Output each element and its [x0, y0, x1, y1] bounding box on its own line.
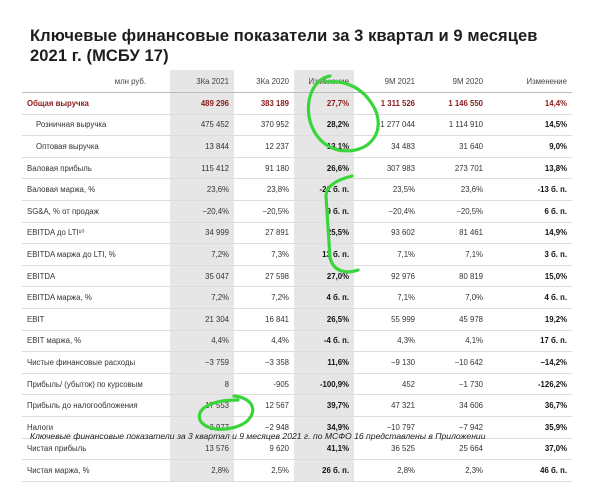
table-cell: 1 277 044: [354, 114, 420, 136]
table-cell: −20,5%: [234, 200, 294, 222]
table-cell: 36,7%: [488, 395, 572, 417]
table-cell: -13 б. п.: [488, 179, 572, 201]
table-cell: 12 567: [234, 395, 294, 417]
table-cell: -905: [234, 373, 294, 395]
caption: Ключевые финансовые показатели за 3 квартал и 9 месяцев 2021 г. по МСФО 16 представлены в Приложении: [30, 431, 486, 441]
table-cell: 273 701: [420, 157, 488, 179]
table-cell: 7,2%: [170, 244, 234, 266]
table-cell: 307 983: [354, 157, 420, 179]
row-label: EBITDA маржа до LTI, %: [22, 244, 170, 266]
table-cell: 4 б. п.: [294, 287, 354, 309]
row-label: Розничная выручка: [22, 114, 170, 136]
table-cell: 13 844: [170, 136, 234, 158]
table-cell: −20,5%: [420, 200, 488, 222]
table-cell: 9 б. п.: [294, 200, 354, 222]
table-cell: 14,4%: [488, 93, 572, 115]
row-label: EBITDA: [22, 265, 170, 287]
table-cell: 34 999: [170, 222, 234, 244]
table-row: [22, 287, 572, 309]
table-cell: −20,4%: [354, 200, 420, 222]
table-cell: 13,8%: [488, 157, 572, 179]
col-header-3q2020: 3Ка 2020: [234, 70, 294, 93]
table-cell: 8: [170, 373, 234, 395]
table-cell: -100,9%: [294, 373, 354, 395]
financial-table: [22, 70, 572, 482]
table-cell: −3 759: [170, 352, 234, 374]
table-cell: −1 730: [420, 373, 488, 395]
table-row: [22, 114, 572, 136]
table-cell: -126,2%: [488, 373, 572, 395]
table-cell: 115 412: [170, 157, 234, 179]
col-header-9m2021: 9М 2021: [354, 70, 420, 93]
table-cell: 27,0%: [294, 265, 354, 287]
row-label: Валовая прибыль: [22, 157, 170, 179]
table-cell: 93 602: [354, 222, 420, 244]
table-row: [22, 136, 572, 158]
table-cell: 26,5%: [294, 308, 354, 330]
table-cell: 489 296: [170, 93, 234, 115]
row-label: Оптовая выручка: [22, 136, 170, 158]
table-cell: −7 942: [420, 416, 488, 438]
table-cell: 55 999: [354, 308, 420, 330]
row-label: EBITDA маржа, %: [22, 287, 170, 309]
table-row: [22, 330, 572, 352]
table-cell: 16 841: [234, 308, 294, 330]
table-cell: -21 б. п.: [294, 179, 354, 201]
table-cell: 46 б. п.: [488, 460, 572, 482]
table-header-row: [22, 70, 572, 93]
table-cell: 23,8%: [234, 179, 294, 201]
table-cell: 4,4%: [170, 330, 234, 352]
table-cell: 23,5%: [354, 179, 420, 201]
page-title: Ключевые финансовые показатели за 3 квартал и 9 месяцев 2021 г. (МСБУ 17): [30, 27, 538, 65]
table-cell: 1 311 526: [354, 93, 420, 115]
table-cell: 9,0%: [488, 136, 572, 158]
table-cell: 14,9%: [488, 222, 572, 244]
table-cell: 2,8%: [170, 460, 234, 482]
row-label: Налоги: [22, 416, 170, 438]
table-cell: 7,1%: [354, 244, 420, 266]
table-cell: 23,6%: [420, 179, 488, 201]
table-cell: 7,2%: [170, 287, 234, 309]
table-cell: 17 б. п.: [488, 330, 572, 352]
table-row: [22, 352, 572, 374]
table-cell: −2 948: [234, 416, 294, 438]
table-cell: 25 664: [420, 438, 488, 460]
table-cell: 27,7%: [294, 93, 354, 115]
table-cell: 80 819: [420, 265, 488, 287]
row-label: EBIT: [22, 308, 170, 330]
row-label: Чистая маржа, %: [22, 460, 170, 482]
table-cell: 31 640: [420, 136, 488, 158]
table-cell: 35,9%: [488, 416, 572, 438]
row-label: Прибыль до налогообложения: [22, 395, 170, 417]
table-cell: 34 483: [354, 136, 420, 158]
col-header-unit: млн руб.: [22, 70, 170, 93]
table-cell: 2,3%: [420, 460, 488, 482]
table-cell: 4,1%: [420, 330, 488, 352]
table-row: [22, 395, 572, 417]
table-row: [22, 222, 572, 244]
col-header-change-9m: Изменение: [488, 70, 572, 93]
table-row: [22, 244, 572, 266]
row-label: Общая выручка: [22, 93, 170, 115]
table-cell: −10 642: [420, 352, 488, 374]
table-cell: 383 189: [234, 93, 294, 115]
table-cell: 4,3%: [354, 330, 420, 352]
table-cell: 452: [354, 373, 420, 395]
table-cell: 41,1%: [294, 438, 354, 460]
table-cell: 2,8%: [354, 460, 420, 482]
table-cell: 37,0%: [488, 438, 572, 460]
table-cell: 27 598: [234, 265, 294, 287]
table-cell: 13 576: [170, 438, 234, 460]
table-row: [22, 200, 572, 222]
table-row: [22, 308, 572, 330]
table-cell: 12 237: [234, 136, 294, 158]
table-cell: 3 б. п.: [488, 244, 572, 266]
table-cell: 23,6%: [170, 179, 234, 201]
table-cell: 15,0%: [488, 265, 572, 287]
table-cell: 92 976: [354, 265, 420, 287]
table-cell: 4 б. п.: [488, 287, 572, 309]
table-cell: 370 952: [234, 114, 294, 136]
table-cell: 36 525: [354, 438, 420, 460]
table-cell: 14,5%: [488, 114, 572, 136]
table-cell: 7,0%: [420, 287, 488, 309]
table-row: [22, 265, 572, 287]
table-row: [22, 460, 572, 482]
table-row: [22, 157, 572, 179]
table-row: [22, 373, 572, 395]
table-cell: −3 977: [170, 416, 234, 438]
table-cell: 26 б. п.: [294, 460, 354, 482]
table-cell: −9 130: [354, 352, 420, 374]
table-cell: −10 797: [354, 416, 420, 438]
table-cell: 1 114 910: [420, 114, 488, 136]
table-row: [22, 179, 572, 201]
table-cell: 7,3%: [234, 244, 294, 266]
table-cell: 25,5%: [294, 222, 354, 244]
row-label: Валовая маржа, %: [22, 179, 170, 201]
row-label: Прибыль/ (убыток) по курсовым: [22, 373, 170, 395]
table-cell: 26,6%: [294, 157, 354, 179]
table-cell: 34 606: [420, 395, 488, 417]
table-cell: 7,1%: [420, 244, 488, 266]
table-cell: 81 461: [420, 222, 488, 244]
table-cell: 21 304: [170, 308, 234, 330]
table-cell: −20,4%: [170, 200, 234, 222]
table-body: [22, 93, 572, 482]
col-header-3q2021: 3Ка 2021: [170, 70, 234, 93]
table-cell: 17 553: [170, 395, 234, 417]
row-label: Чистые финансовые расходы: [22, 352, 170, 374]
table-cell: 47 321: [354, 395, 420, 417]
table-cell: −3 358: [234, 352, 294, 374]
table-row: [22, 93, 572, 115]
table-cell: 6 б. п.: [488, 200, 572, 222]
row-label: EBIT маржа, %: [22, 330, 170, 352]
table-cell: 11,6%: [294, 352, 354, 374]
table-cell: 28,2%: [294, 114, 354, 136]
table-cell: 9 620: [234, 438, 294, 460]
table-cell: 475 452: [170, 114, 234, 136]
table-cell: 4,4%: [234, 330, 294, 352]
table-cell: 2,5%: [234, 460, 294, 482]
table-cell: 19,2%: [488, 308, 572, 330]
col-header-change-q: Изменение: [294, 70, 354, 93]
table-cell: 34,9%: [294, 416, 354, 438]
table-cell: −14,2%: [488, 352, 572, 374]
row-label: EBITDA до LTI¹⁰: [22, 222, 170, 244]
row-label: SG&A, % от продаж: [22, 200, 170, 222]
table-cell: 1 146 550: [420, 93, 488, 115]
table-cell: 27 891: [234, 222, 294, 244]
col-header-9m2020: 9М 2020: [420, 70, 488, 93]
table-cell: 13 б. п.: [294, 244, 354, 266]
row-label: Чистая прибыль: [22, 438, 170, 460]
table-cell: 39,7%: [294, 395, 354, 417]
table-cell: 13,1%: [294, 136, 354, 158]
table-cell: 91 180: [234, 157, 294, 179]
table-cell: 7,1%: [354, 287, 420, 309]
table-cell: 45 978: [420, 308, 488, 330]
table-cell: 35 047: [170, 265, 234, 287]
table-cell: -4 б. п.: [294, 330, 354, 352]
table-cell: 7,2%: [234, 287, 294, 309]
